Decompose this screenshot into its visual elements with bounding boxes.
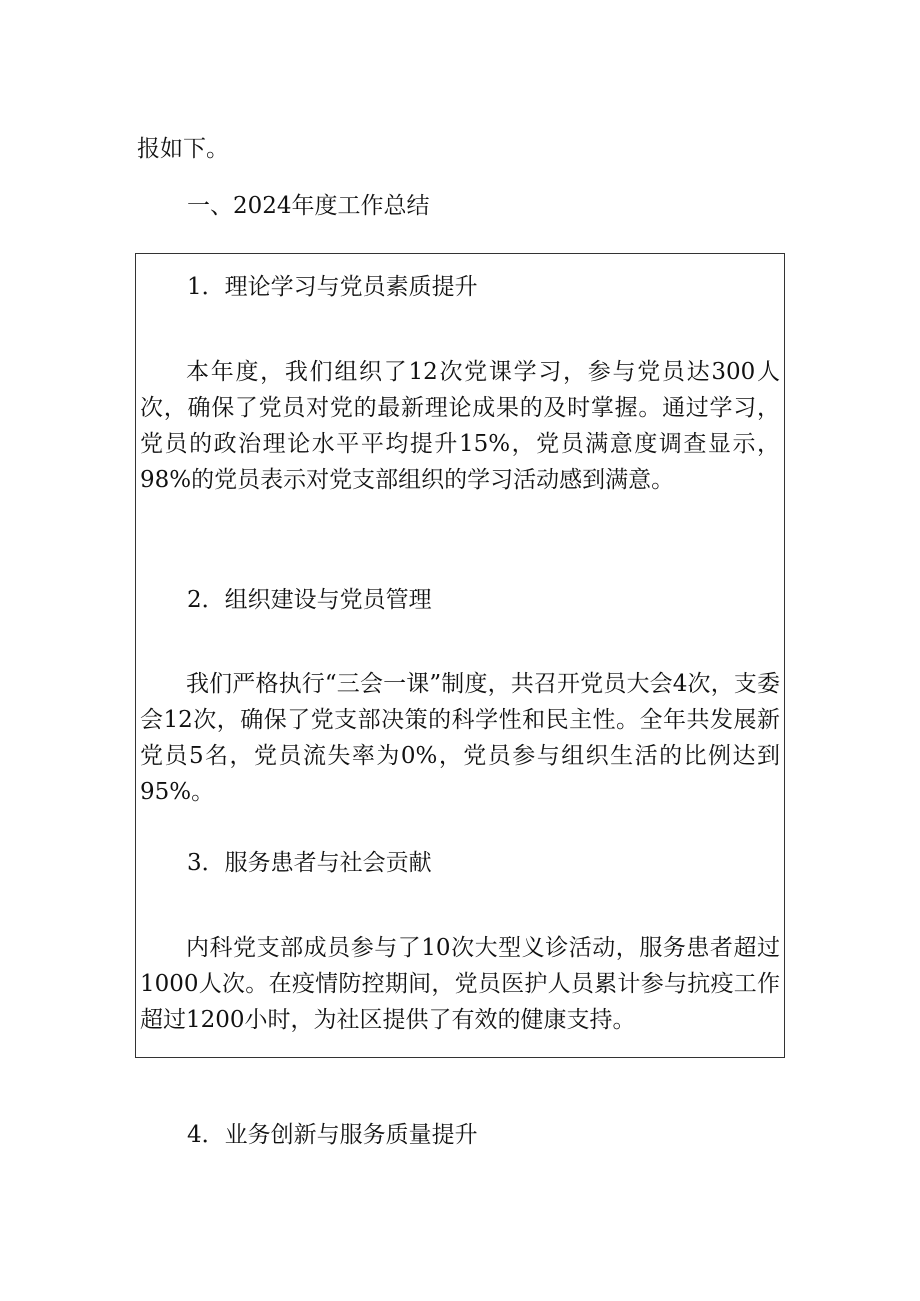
intro-tail-text: 报如下。 — [137, 136, 229, 162]
item-3-heading: 3．服务患者与社会贡献 — [187, 850, 432, 876]
item-2-body: 我们严格执行“三会一课”制度，共召开党员大会4次，支委会12次，确保了党支部决策的科学性和民主性。全年共发展新党员5名，党员流失率为0%，党员参与组织生活的比例达到95%。 — [140, 671, 780, 805]
item-4-heading: 4．业务创新与服务质量提升 — [187, 1122, 478, 1148]
section-heading: 一、2024年度工作总结 — [187, 193, 430, 219]
item-2-heading: 2．组织建设与党员管理 — [187, 587, 432, 613]
item-3-body: 内科党支部成员参与了10次大型义诊活动，服务患者超过1000人次。在疫情防控期间，党员医护人员累计参与抗疫工作超过1200小时，为社区提供了有效的健康支持。 — [140, 935, 780, 1033]
item-1-heading: 1．理论学习与党员素质提升 — [187, 274, 478, 300]
item-1-body: 本年度，我们组织了12次党课学习，参与党员达300人次，确保了党员对党的最新理论成果的及时掌握。通过学习，党员的政治理论水平平均提升15%，党员满意度调查显示，98%的党员表示对党支部组织的学习活动感到满意。 — [140, 359, 780, 493]
